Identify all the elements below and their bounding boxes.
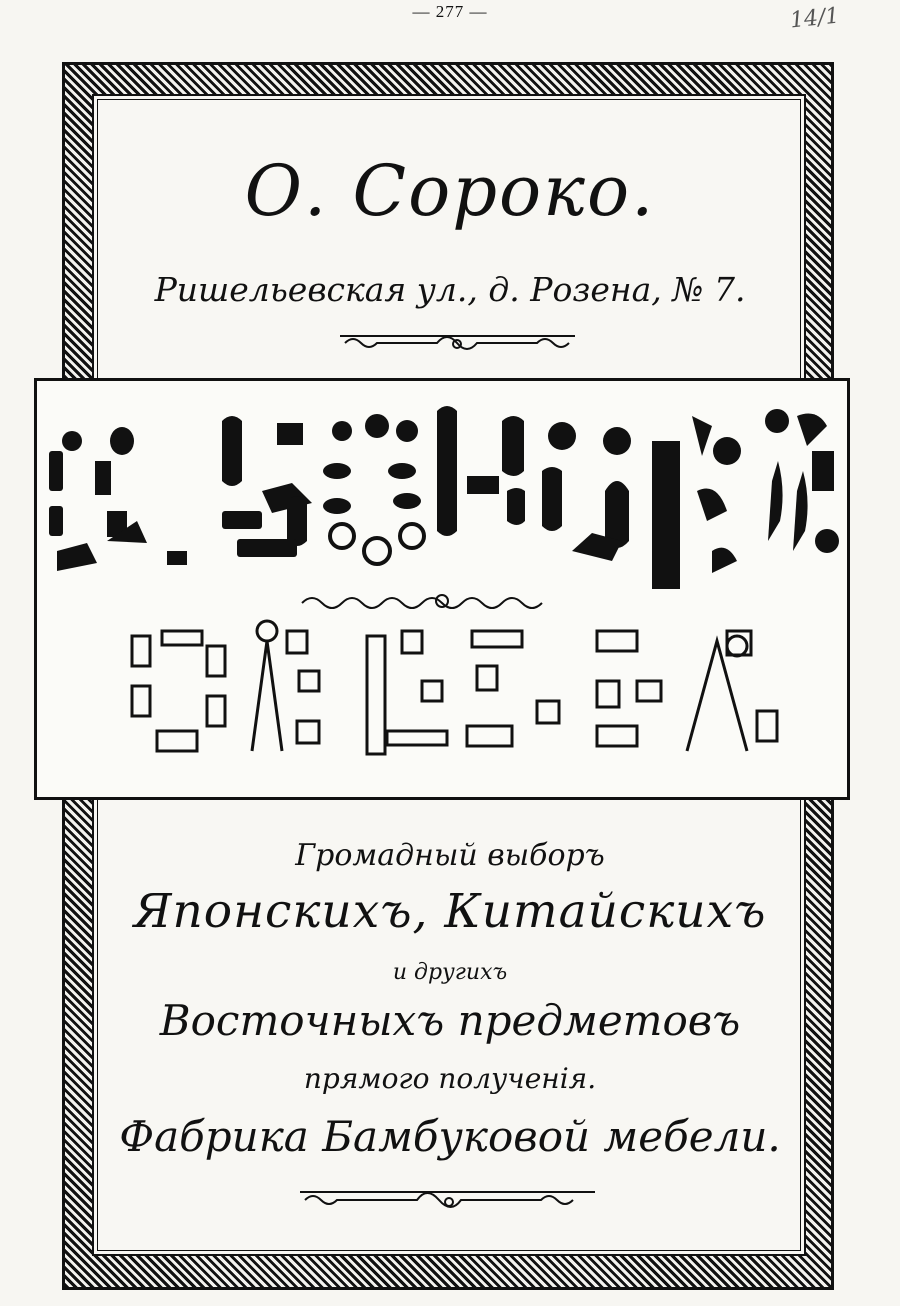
handwritten-note: 14/1 <box>788 3 841 34</box>
shop-address: Ришельевская ул., д. Розена, № 7. <box>154 270 746 309</box>
selection-line: Громадный выборъ <box>295 838 605 873</box>
middle-flourish-ornament <box>302 595 542 608</box>
shop-name: О. Сороко. <box>244 150 656 232</box>
top-flourish-ornament <box>0 328 900 358</box>
page-number: — 277 — <box>412 2 488 21</box>
goods-letters-illustration <box>37 381 847 797</box>
bottom-word-furniture-letters <box>132 621 777 754</box>
goods-illustration-panel <box>34 378 850 800</box>
direct-import-line: прямого полученія. <box>303 1062 597 1095</box>
oriental-items-line: Восточныхъ предметовъ <box>159 996 741 1045</box>
top-word-goods-letters <box>49 406 839 589</box>
bottom-flourish-ornament <box>0 1182 900 1216</box>
bamboo-factory-line: Фабрика Бамбуковой мебели. <box>119 1112 781 1161</box>
japanese-chinese-line: Японскихъ, Китайскихъ <box>133 884 767 939</box>
and-others-line: и другихъ <box>392 960 508 985</box>
